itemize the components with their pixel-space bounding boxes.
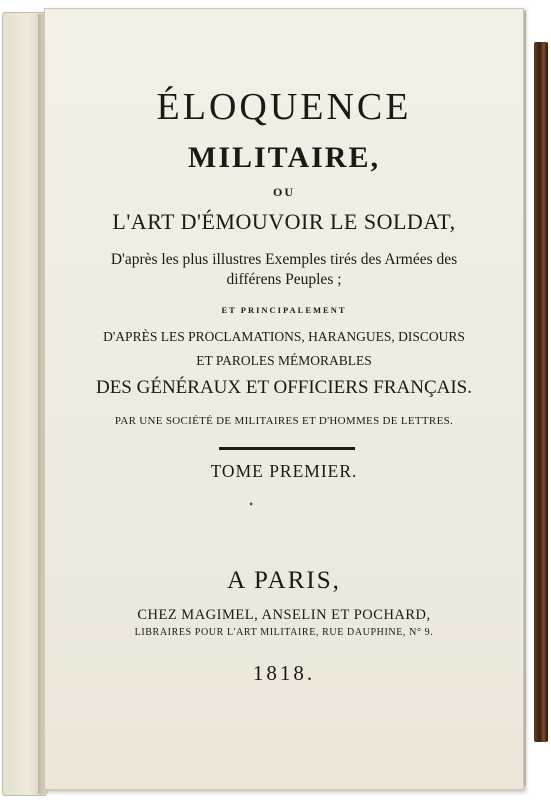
imprint-address: LIBRAIRES POUR L'ART MILITAIRE, RUE DAUPHINE, N° 9.	[134, 627, 434, 638]
open-book	[2, 8, 538, 794]
title-page	[44, 8, 524, 790]
book-title: ÉLOQUENCE	[156, 86, 412, 128]
principally-label: ET PRINCIPALEMENT	[221, 305, 347, 315]
imprint-year: 1818.	[252, 661, 316, 685]
sources-line-1: D'APRÈS LES PROCLAMATIONS, HARANGUES, DISCOURS	[103, 329, 465, 344]
sources-line-2: ET PAROLES MÉMORABLES	[196, 353, 372, 368]
description-line-2: différens Peuples ;	[226, 271, 342, 288]
authorship-line: PAR UNE SOCIÉTÉ DE MILITAIRES ET D'HOMMES DE LETTRES.	[114, 415, 454, 427]
imprint-place: A PARIS,	[227, 567, 341, 594]
title-connector: OU	[273, 185, 295, 199]
ink-mark: •	[249, 497, 254, 511]
alternative-title: L'ART D'ÉMOUVOIR LE SOLDAT,	[112, 209, 456, 234]
divider-rule	[219, 447, 355, 450]
book-subtitle: MILITAIRE,	[188, 141, 380, 174]
book-spine	[534, 42, 548, 742]
subject-line: DES GÉNÉRAUX ET OFFICIERS FRANÇAIS.	[95, 377, 472, 398]
volume-label: TOME PREMIER.	[210, 461, 358, 481]
description-line-1: D'après les plus illustres Exemples tirés des Armées des	[110, 251, 458, 268]
title-page-content	[45, 9, 523, 789]
imprint-publisher: CHEZ MAGIMEL, ANSELIN ET POCHARD,	[137, 607, 431, 623]
